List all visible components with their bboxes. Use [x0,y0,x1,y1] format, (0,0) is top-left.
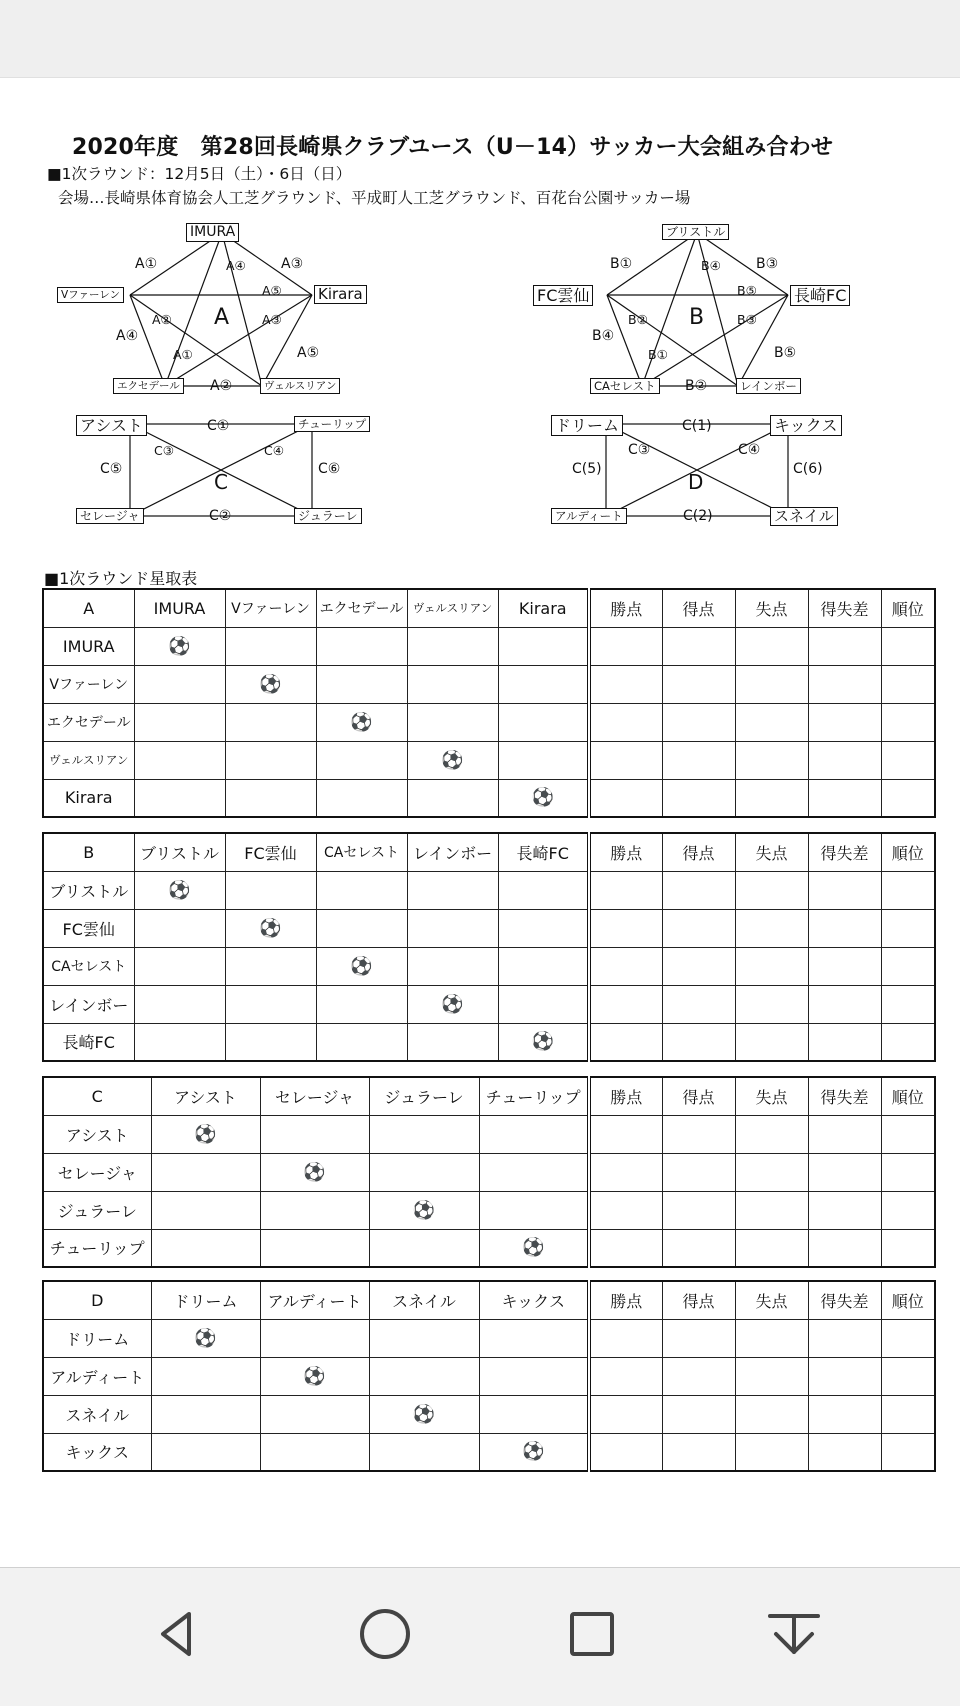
group-c-team-top-left: アシスト [76,415,147,436]
group-c-match-label: C④ [264,443,284,458]
table-row [43,1319,935,1357]
column-team: キックス [479,1281,589,1319]
standings-table-a [42,588,936,818]
nav-home-button[interactable] [345,1594,425,1674]
table-row [43,1115,935,1153]
column-goals-for: 得点 [662,833,735,871]
self-match-ball-icon: ⚽ [260,1153,369,1191]
column-rank: 順位 [881,1281,935,1319]
group-c-match-label: C① [207,418,230,434]
group-d-match-label: C④ [738,442,761,458]
table-header-row [43,589,935,627]
group-c-match-label: C③ [154,443,174,458]
row-team: ドリーム [43,1319,151,1357]
row-team: チューリップ [43,1229,151,1267]
table-row [43,1433,935,1471]
column-team: アシスト [151,1077,260,1115]
table-row [43,909,935,947]
table-header-row [43,833,935,871]
column-goals-against: 失点 [735,1077,808,1115]
self-match-ball-icon: ⚽ [151,1319,260,1357]
self-match-ball-icon: ⚽ [479,1229,589,1267]
column-team: Vファーレン [225,589,316,627]
column-points: 勝点 [589,589,662,627]
row-team: 長崎FC [43,1023,134,1061]
self-match-ball-icon: ⚽ [225,665,316,703]
column-team: ジュラーレ [369,1077,479,1115]
column-points: 勝点 [589,833,662,871]
nav-recents-button[interactable] [552,1594,632,1674]
column-goals-for: 得点 [662,1281,735,1319]
row-team: CAセレスト [43,947,134,985]
group-d-team-top-left: ドリーム [551,415,623,436]
group-a-team-top: IMURA [186,223,239,242]
table-row [43,947,935,985]
table-row [43,627,935,665]
row-team: ブリストル [43,871,134,909]
column-goal-diff: 得失差 [808,1281,881,1319]
page-title: 2020年度 第28回長崎県クラブユース（U－14）サッカー大会組み合わせ [72,135,834,160]
column-goals-against: 失点 [735,1281,808,1319]
group-a-match-label: A③ [281,256,304,272]
column-team: アルディート [260,1281,369,1319]
group-c-match-label: C② [209,508,232,524]
self-match-ball-icon: ⚽ [369,1191,479,1229]
recents-square-icon [564,1606,620,1662]
group-a-match-label: A④ [226,258,246,273]
table-row [43,703,935,741]
row-team: セレージャ [43,1153,151,1191]
column-goal-diff: 得失差 [808,1077,881,1115]
group-c-team-bottom-left: セレージャ [76,508,144,524]
group-c-team-top-right: チューリップ [294,416,370,432]
table-row [43,1191,935,1229]
table-row [43,741,935,779]
column-team: ドリーム [151,1281,260,1319]
system-nav-bar [0,1568,960,1706]
self-match-ball-icon: ⚽ [407,985,498,1023]
self-match-ball-icon: ⚽ [134,627,225,665]
row-team: FC雲仙 [43,909,134,947]
column-team: IMURA [134,589,225,627]
group-b-match-label: B⑤ [774,345,797,361]
group-a-match-label: A② [152,312,172,327]
table-corner-label: C [43,1077,151,1115]
group-b-match-label: B⑤ [737,283,757,298]
column-goals-for: 得点 [662,589,735,627]
group-c-match-label: C⑥ [318,461,341,477]
group-a-team-left: Vファーレン [57,287,124,303]
group-a-match-label: A① [173,347,193,362]
table-row [43,665,935,703]
self-match-ball-icon: ⚽ [407,741,498,779]
group-b-team-left: FC雲仙 [533,285,593,306]
self-match-ball-icon: ⚽ [260,1357,369,1395]
table-header-row [43,1281,935,1319]
column-points: 勝点 [589,1281,662,1319]
group-d-team-top-right: キックス [770,415,842,436]
group-a-match-label: A⑤ [297,345,320,361]
table-header-row [43,1077,935,1115]
group-a-team-bottom-right: ヴェルスリアン [260,378,340,394]
browser-top-bar [0,0,960,78]
document-page [0,78,960,1568]
self-match-ball-icon: ⚽ [498,1023,589,1061]
column-goal-diff: 得失差 [808,589,881,627]
group-a-team-bottom-left: エクセデール [113,378,184,394]
row-team: ジュラーレ [43,1191,151,1229]
group-d-team-bottom-right: スネイル [770,507,838,526]
nav-back-button[interactable] [137,1594,217,1674]
table-row [43,985,935,1023]
row-team: レインボー [43,985,134,1023]
row-team: エクセデール [43,703,134,741]
venue-info: 会場…長崎県体育協会人工芝グラウンド、平成町人工芝グラウンド、百花台公園サッカー場 [58,189,691,207]
group-d-team-bottom-left: アルディート [551,508,627,524]
column-points: 勝点 [589,1077,662,1115]
group-b-match-label: B④ [592,328,615,344]
column-team: 長崎FC [498,833,589,871]
group-d-match-label: C③ [628,442,651,458]
column-rank: 順位 [881,589,935,627]
group-b-team-bottom-right: レインボー [736,378,801,394]
standings-table-d [42,1280,936,1472]
standings-title: ■1次ラウンド星取表 [44,569,198,588]
row-team: アルディート [43,1357,151,1395]
row-team: Kirara [43,779,134,817]
table-corner-label: A [43,589,134,627]
column-team: チューリップ [479,1077,589,1115]
column-goals-against: 失点 [735,589,808,627]
group-c-letter: C [214,470,228,494]
group-d-match-label: C(1) [682,418,712,434]
column-team: FC雲仙 [225,833,316,871]
group-d-match-label: C(6) [793,461,823,477]
column-team: CAセレスト [316,833,407,871]
table-row [43,1229,935,1267]
nav-menu-button[interactable] [754,1594,834,1674]
group-b-match-label: B② [628,312,648,327]
table-row [43,1023,935,1061]
self-match-ball-icon: ⚽ [498,779,589,817]
row-team: キックス [43,1433,151,1471]
group-a-match-label: A④ [116,328,139,344]
column-goals-against: 失点 [735,833,808,871]
group-d-match-label: C(2) [683,508,713,524]
column-team: Kirara [498,589,589,627]
column-team: セレージャ [260,1077,369,1115]
group-b-team-right: 長崎FC [790,285,850,306]
group-b-match-label: B① [610,256,633,272]
standings-table-b [42,832,936,1062]
home-circle-icon [357,1606,413,1662]
table-row [43,779,935,817]
group-a-match-label: A② [210,378,233,394]
row-team: スネイル [43,1395,151,1433]
row-team: ヴェルスリアン [43,741,134,779]
group-b-team-bottom-left: CAセレスト [590,378,660,394]
column-goal-diff: 得失差 [808,833,881,871]
group-d-match-label: C(5) [572,461,602,477]
self-match-ball-icon: ⚽ [316,703,407,741]
group-c-match-label: C⑤ [100,461,123,477]
group-a-match-label: A③ [262,312,282,327]
row-team: アシスト [43,1115,151,1153]
hide-keyboard-icon [766,1606,822,1662]
self-match-ball-icon: ⚽ [225,909,316,947]
column-team: エクセデール [316,589,407,627]
self-match-ball-icon: ⚽ [151,1115,260,1153]
group-d-letter: D [688,470,704,494]
round-info: ■1次ラウンド：12月5日（土）・6日（日） [47,165,352,183]
column-goals-for: 得点 [662,1077,735,1115]
column-rank: 順位 [881,833,935,871]
table-row [43,1357,935,1395]
column-team: レインボー [407,833,498,871]
group-a-match-label: A⑤ [262,283,282,298]
standings-table-c [42,1076,936,1268]
table-row [43,1395,935,1433]
row-team: Vファーレン [43,665,134,703]
group-b-match-label: B② [685,378,708,394]
group-b-match-label: B③ [756,256,779,272]
group-b-team-top: ブリストル [662,224,729,240]
column-team: ヴェルスリアン [407,589,498,627]
column-rank: 順位 [881,1077,935,1115]
column-team: スネイル [369,1281,479,1319]
table-corner-label: B [43,833,134,871]
group-b-match-label: B① [648,347,668,362]
back-triangle-icon [149,1606,205,1662]
column-team: ブリストル [134,833,225,871]
group-a-match-label: A① [135,256,158,272]
table-row [43,871,935,909]
self-match-ball-icon: ⚽ [134,871,225,909]
group-b-match-label: B③ [737,312,757,327]
table-row [43,1153,935,1191]
group-c-team-bottom-right: ジュラーレ [294,508,362,524]
group-b-letter: B [689,305,705,330]
self-match-ball-icon: ⚽ [369,1395,479,1433]
group-a-letter: A [214,305,230,330]
row-team: IMURA [43,627,134,665]
self-match-ball-icon: ⚽ [316,947,407,985]
table-corner-label: D [43,1281,151,1319]
group-a-team-right: Kirara [314,285,367,304]
group-b-match-label: B④ [701,258,721,273]
self-match-ball-icon: ⚽ [479,1433,589,1471]
